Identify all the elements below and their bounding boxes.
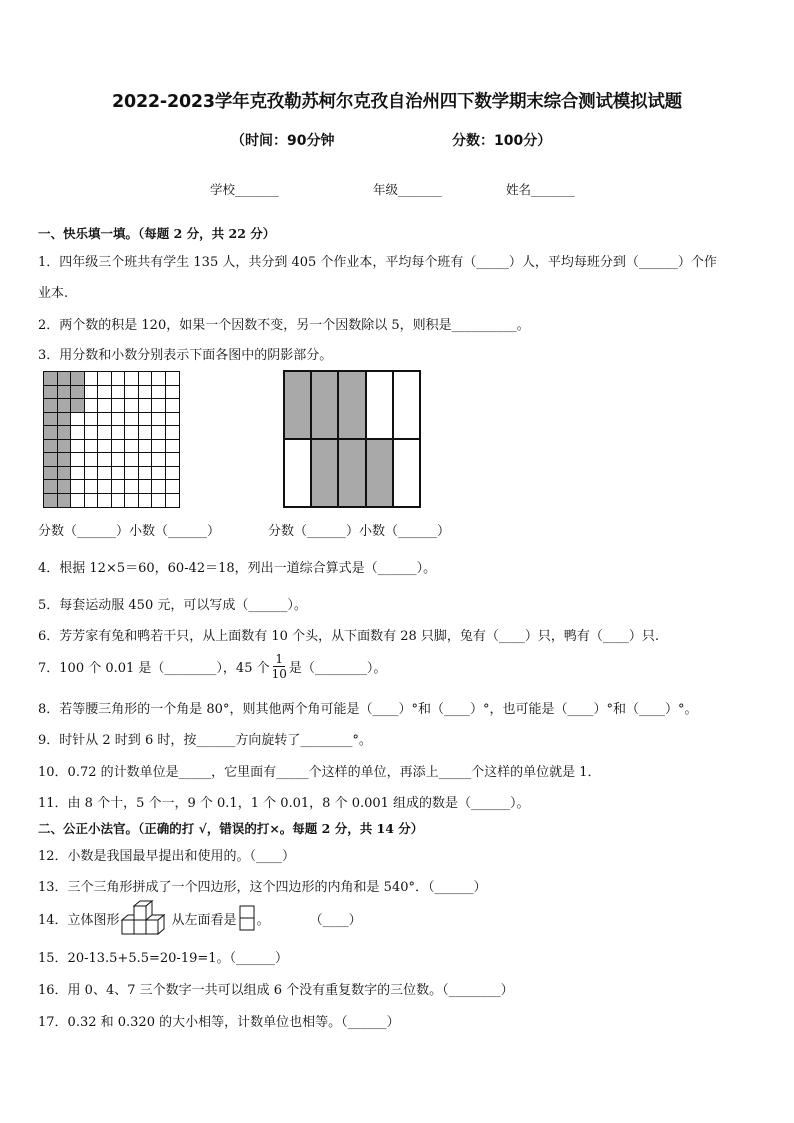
grid-cell xyxy=(125,440,139,454)
question-5: 5．每套运动服 450 元，可以写成（______）。 xyxy=(38,598,307,613)
grid-cell xyxy=(125,494,139,508)
grid-cell-shaded xyxy=(44,386,58,400)
grid-cell-shaded xyxy=(58,399,72,413)
question-3-left-answers: 分数（______）小数（______） xyxy=(38,524,221,539)
grid-cell xyxy=(71,440,85,454)
strip-cell-shaded xyxy=(312,372,337,438)
grid-cell xyxy=(125,413,139,427)
grid-cell xyxy=(166,386,180,400)
grid-cell-shaded xyxy=(71,386,85,400)
grid-cell xyxy=(112,494,126,508)
hundred-grid-figure xyxy=(43,371,180,508)
grid-cell xyxy=(85,399,99,413)
grid-cell-shaded xyxy=(58,372,72,386)
grid-cell xyxy=(152,480,166,494)
grid-cell xyxy=(125,372,139,386)
grid-cell xyxy=(85,467,99,481)
grid-cell xyxy=(166,494,180,508)
grid-cell xyxy=(152,413,166,427)
question-8: 8．若等腰三角形的一个角是 80°，则其他两个角可能是（____）°和（____）°，也可能是（____）°和（____）°。 xyxy=(38,702,698,717)
grid-cell xyxy=(139,494,153,508)
question-3: 3．用分数和小数分别表示下面各图中的阴影部分。 xyxy=(38,348,333,363)
page-title: 2022-2023学年克孜勒苏柯尔克孜自治州四下数学期末综合测试模拟试题 xyxy=(112,92,682,112)
grid-cell xyxy=(98,413,112,427)
grid-cell xyxy=(71,453,85,467)
grid-cell xyxy=(98,480,112,494)
question-6: 6．芳芳家有兔和鸭若干只，从上面数有 10 个头，从下面数有 28 只脚，兔有（____）只，鸭有（____）只. xyxy=(38,629,660,644)
question-14-part-1: 14．立体图形 xyxy=(38,912,120,928)
strip-cell-shaded xyxy=(339,440,364,506)
section-1-heading: 一、快乐填一填。（每题 2 分，共 22 分） xyxy=(38,226,276,241)
grid-cell xyxy=(112,386,126,400)
grid-cell xyxy=(98,372,112,386)
grid-cell xyxy=(139,453,153,467)
grid-cell-shaded xyxy=(58,453,72,467)
grid-cell xyxy=(98,426,112,440)
grid-cell-shaded xyxy=(44,453,58,467)
score-label: 分数：100分） xyxy=(452,133,552,149)
question-15: 15．20-13.5+5.5=20-19=1。（______） xyxy=(38,951,289,966)
grade-field: 年级_______ xyxy=(373,182,442,197)
grid-cell xyxy=(125,386,139,400)
strip-cell-shaded xyxy=(367,440,392,506)
grid-cell xyxy=(125,399,139,413)
grid-cell xyxy=(166,480,180,494)
grid-cell xyxy=(112,426,126,440)
name-field: 姓名_______ xyxy=(506,182,575,197)
grid-cell xyxy=(125,453,139,467)
grid-cell xyxy=(139,399,153,413)
grid-cell xyxy=(85,440,99,454)
grid-cell-shaded xyxy=(58,426,72,440)
fraction-one-tenth xyxy=(272,652,287,681)
question-2: 2．两个数的积是 120，如果一个因数不变，另一个因数除以 5，则积是__________。 xyxy=(38,318,530,333)
grid-cell xyxy=(71,413,85,427)
grid-cell xyxy=(98,494,112,508)
left-view-icon xyxy=(239,905,255,931)
strip-cell xyxy=(394,440,419,506)
school-field: 学校_______ xyxy=(210,182,279,197)
grid-cell xyxy=(85,426,99,440)
grid-cell xyxy=(139,413,153,427)
grid-cell-shaded xyxy=(44,372,58,386)
grid-cell xyxy=(139,467,153,481)
section-2-heading: 二、公正小法官。（正确的打 √，错误的打×。每题 2 分，共 14 分） xyxy=(38,821,424,836)
grid-cell xyxy=(166,413,180,427)
grid-cell-shaded xyxy=(44,426,58,440)
grid-cell xyxy=(125,426,139,440)
question-4: 4．根据 12×5＝60，60-42＝18，列出一道综合算式是（______）。 xyxy=(38,561,437,576)
grid-cell xyxy=(166,467,180,481)
grid-cell-shaded xyxy=(58,467,72,481)
grid-cell-shaded xyxy=(58,494,72,508)
question-11: 11．由 8 个十，5 个一，9 个 0.1，1 个 0.01，8 个 0.001 组成的数是（______）。 xyxy=(38,796,530,811)
question-1-line-2: 业本. xyxy=(38,286,69,301)
strip-cell-shaded xyxy=(285,372,310,438)
grid-cell-shaded xyxy=(44,494,58,508)
grid-cell xyxy=(98,386,112,400)
grid-cell xyxy=(85,413,99,427)
grid-cell xyxy=(112,453,126,467)
grid-cell xyxy=(166,372,180,386)
grid-cell-shaded xyxy=(58,413,72,427)
strip-cell xyxy=(367,372,392,438)
grid-cell xyxy=(152,467,166,481)
grid-cell-shaded xyxy=(71,372,85,386)
grid-cell xyxy=(85,453,99,467)
grid-cell xyxy=(166,453,180,467)
grid-cell-shaded xyxy=(71,399,85,413)
grid-cell xyxy=(71,467,85,481)
question-12: 12．小数是我国最早提出和使用的。（____） xyxy=(38,849,296,864)
fraction-numerator: 1 xyxy=(275,652,284,666)
grid-cell xyxy=(112,467,126,481)
question-16: 16．用 0、4、7 三个数字一共可以组成 6 个没有重复数字的三位数。（________） xyxy=(38,983,514,998)
question-14-blank: （____） xyxy=(309,912,362,928)
grid-cell xyxy=(166,399,180,413)
grid-cell xyxy=(112,372,126,386)
grid-cell xyxy=(112,413,126,427)
question-17: 17．0.32 和 0.320 的大小相等，计数单位也相等。（______） xyxy=(38,1015,400,1030)
grid-cell xyxy=(71,480,85,494)
strip-cell xyxy=(285,440,310,506)
grid-cell xyxy=(152,372,166,386)
grid-cell xyxy=(71,494,85,508)
grid-cell xyxy=(152,494,166,508)
grid-cell xyxy=(152,399,166,413)
strip-cell-shaded xyxy=(312,440,337,506)
grid-cell xyxy=(85,480,99,494)
time-label: （时间：90分钟 xyxy=(231,133,335,149)
grid-cell xyxy=(98,467,112,481)
question-9: 9．时针从 2 时到 6 时，按______方向旋转了________°。 xyxy=(38,733,372,748)
question-13: 13．三个三角形拼成了一个四边形，这个四边形的内角和是 540°．（______） xyxy=(38,880,487,895)
grid-cell xyxy=(125,467,139,481)
question-10: 10．0.72 的计数单位是_____，它里面有_____个这样的单位，再添上_____个这样的单位就是 1． xyxy=(38,765,601,780)
question-7 xyxy=(38,652,386,681)
grid-cell xyxy=(85,386,99,400)
grid-cell xyxy=(152,453,166,467)
grid-cell xyxy=(98,453,112,467)
grid-cell xyxy=(139,440,153,454)
grid-cell xyxy=(98,440,112,454)
grid-cell xyxy=(139,386,153,400)
grid-cell xyxy=(166,426,180,440)
grid-cell xyxy=(152,440,166,454)
grid-cell xyxy=(85,494,99,508)
grid-cell xyxy=(139,372,153,386)
question-14-part-3: 。 xyxy=(256,912,270,928)
question-14 xyxy=(38,900,362,936)
grid-cell xyxy=(152,386,166,400)
grid-cell xyxy=(139,480,153,494)
strip-cell xyxy=(394,372,419,438)
grid-cell-shaded xyxy=(44,440,58,454)
grid-cell xyxy=(139,426,153,440)
grid-cell xyxy=(125,480,139,494)
grid-cell-shaded xyxy=(58,480,72,494)
question-7-part-1: 7．100 个 0.01 是（________），45 个 xyxy=(38,661,270,676)
grid-cell-shaded xyxy=(44,480,58,494)
grid-cell xyxy=(85,372,99,386)
grid-cell xyxy=(152,426,166,440)
grid-cell xyxy=(166,440,180,454)
grid-cell-shaded xyxy=(58,440,72,454)
grid-cell xyxy=(71,426,85,440)
grid-cell-shaded xyxy=(44,467,58,481)
question-3-right-answers: 分数（______）小数（______） xyxy=(268,524,451,539)
question-1-line-1: 1．四年级三个班共有学生 135 人，共分到 405 个作业本，平均每个班有（_____）人，平均每班分到（______）个作 xyxy=(38,255,717,270)
grid-cell-shaded xyxy=(44,399,58,413)
question-14-part-2: 从左面看是 xyxy=(171,912,237,928)
strip-cell-shaded xyxy=(339,372,364,438)
grid-cell xyxy=(112,440,126,454)
grid-cell-shaded xyxy=(44,413,58,427)
grid-cell xyxy=(112,399,126,413)
cube-stack-icon xyxy=(120,900,172,936)
grid-cell-shaded xyxy=(58,386,72,400)
ten-part-figure xyxy=(283,370,421,508)
grid-cell xyxy=(112,480,126,494)
fraction-denominator: 10 xyxy=(271,667,287,681)
question-7-part-2: 是（________）。 xyxy=(288,661,387,676)
grid-cell xyxy=(98,399,112,413)
